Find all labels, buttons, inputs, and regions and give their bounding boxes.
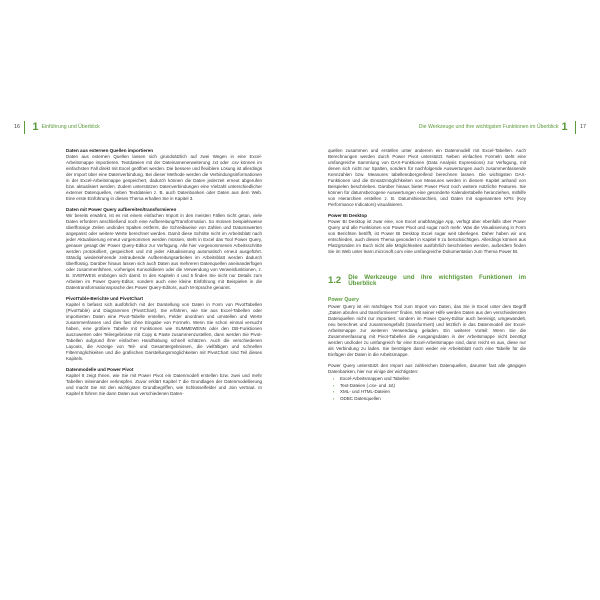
running-title: Die Werkzeuge und ihre wichtigsten Funktionen im Überblick bbox=[418, 124, 559, 130]
block-text: Daten aus externen Quellen lassen sich grundsätzlich auf zwei Wegen in eine Excel-Arbeitsmappe importieren. Textdateien mit der Dateinamenerweiterung .txt oder .csv können im einfachsten Fall direkt mit Excel geöffnet werden. Die bessere und flexiblere Lösung ist allerdings der Import über eine Datenverbindung. Bei dieser Methode werden die Verbindungsinformationen in der Excel-Arbeitsmappe gespeichert, dadurch können die Daten jederzeit erneut abgerufen bzw. aktualisiert werden. Zudem unterstützen Datenverbindungen eine Vielzahl unterschiedlicher externer Datenquellen, neben Textdateien z. B. auch Datenbanken oder Daten aus dem Web. Eine erste Einführung in dieses Thema erhalten Sie in Kapitel 3. bbox=[66, 154, 262, 201]
right-text-column bbox=[328, 148, 526, 402]
section-number: 1.2 bbox=[328, 275, 342, 286]
left-page-header bbox=[14, 120, 100, 134]
section-title: Die Werkzeuge und ihre wichtigsten Funktionen im Überblick bbox=[348, 274, 526, 287]
list-item: ▪ XML- und HTML-Dateien bbox=[340, 389, 526, 396]
block-text: Wir bereits erwähnt, ist es mit einem einfachen Import in den meisten Fällen nicht getan, viele Daten erfordern anschließend noch eine Aufbereitung/Transformation. So müssen beispielsweise überflüssige Zeilen und/oder Spalten entfernt, die Schreibweise von Zahlen und Datumswerten angepasst oder weitere Werte berechnet werden. Damit diese Schritte nicht im Arbeitsblatt nach jeder Aktualisierung erneut vorgenommen werden müssen, steht in Excel das Tool Power Query, genauer gesagt der Power Query-Editor zur Verfügung. Alle hier vorgenommenen Arbeitsschritte werden protokolliert, gespeichert und mit jeder Aktualisierung automatisch erneut ausgeführt. Ständig wiederkehrende zeitraubende Aufbereitungsarbeiten im Arbeitsblatt werden dadurch überflüssig. Darüber hinaus lassen sich auch Daten aus mehreren Datenquellen aneinanderfügen oder zusammenführen, vorheriges Konsolidieren oder die Verwendung von Verweisfunktionen, z. B. SVERWEIS erübrigen sich damit. In den Kapiteln 4 und 5 finden Sie nicht nur Details zum Arbeiten im Power Query-Editor, sondern auch eine kleine Einführung mit Beispielen in die Datentransformationssprache des Power Query-Editors, auch M-Sprache genannt. bbox=[66, 213, 262, 290]
power-query-heading: Power Query bbox=[328, 297, 359, 303]
block-text: Kapitel 6 befasst sich ausführlich mit der Darstellung von Daten in Form von PivotTabellen (PivotTable) und Diagrammen (PivotChart). Sie erfahren, wie Sie aus Excel-Tabellen oder importierten Daten eine Pivot-Tabelle erstellen, Felder anordnen und umstellen und Werte zusammenfassen und dies fast ohne Eingabe von Formeln. Wenn Sie schon einmal versucht haben, eine größere Tabelle mit Funktionen wie SUMMEWENN oder den DB-Funktionen auszuwerten oder Teilergebnisse mit Copy & Paste zusammenzustellen, dann werden Sie Pivot-Tabellen aufgrund ihrer einfachen Handhabung schnell schätzen. Auch die verschiedenen Layouts, die Anzeige von Teil- und Gesamtergebnissen, die vielfältigen und schnellen Filtermöglichkeiten und die grafischen Darstellungsmöglichkeiten mit PivotChart sind Teil dieses Kapitels. bbox=[66, 302, 262, 361]
section-heading bbox=[328, 275, 526, 287]
chapter-number: 1 bbox=[561, 121, 568, 133]
list-item: ▪ Text-Dateien (.csv- und .txt) bbox=[340, 383, 526, 390]
power-bi-heading: Power BI Desktop bbox=[328, 213, 368, 218]
intro-paragraph: quellen zusammen und erstellen unter anderem ein Datenmodell mit Excel-Tabellen. Auch Berechnungen werden durch Power Pivot unterstützt. Neben einfachen Formeln steht eine umfangreiche Sammlung von DAX-Funktionen (Data Analysis Expressions) zur Verfügung, mit denen sich nicht nur Spalten, sondern für nachfolgende Auswertungen auch zusammenfassende Kennzahlen bzw. Measures tabellenübergreifend berechnen lassen. Die wichtigsten DAX-Funktionen und die Einsatzmöglichkeiten von Measures werden in diesem Kapitel anhand von Beispielen beschrieben. Darüber hinaus bietet Power Pivot noch weitere nützliche Features. Sie können für datumsbezogene Auswertungen eine gesonderte Kalendertabelle heranziehen, mithilfe von Hierarchien erstellen z. B. Datumshierarchien, und Daten mit sogenannten KPIs (Key Performance Indicators) visualisieren. bbox=[328, 148, 526, 207]
list-item: ▪ ODBC Datenquellen bbox=[340, 396, 526, 403]
block-text: Kapitel 8 zeigt Ihnen, wie Sie mit Power Pivot ein Datenmodell erstellen bzw. zwei und mehr Tabellen miteinander verknüpfen. Zuvor erklärt Kapitel 7 die Grundlagen der Datenmodellierung und macht Sie mit den wichtigsten Grundbegriffen, wie Schlüsselfelder und Join vertraut. In Kapitel 8 führen Sie dann Daten aus verschiedenen Daten- bbox=[66, 373, 262, 396]
list-item: ▪ Excel-Arbeitsmappen und Tabellen bbox=[340, 376, 526, 383]
page-number: 17 bbox=[580, 124, 586, 130]
left-text-column bbox=[66, 148, 262, 402]
power-query-paragraph-2: Power Query unterstützt den Import aus zahlreichen Datenquellen, darunter fast alle gängigen Datenbanken, hier nur einige der wichtigsten: bbox=[328, 363, 526, 374]
block-heading: Datenmodelle und Power Pivot bbox=[66, 367, 134, 372]
running-title: Einführung und Überblick bbox=[41, 124, 100, 130]
header-divider bbox=[575, 121, 576, 134]
datasource-list bbox=[328, 376, 526, 402]
chapter-number: 1 bbox=[32, 121, 39, 133]
block-heading: Daten aus externen Quellen importieren bbox=[66, 148, 154, 153]
block-heading: PivotTable-Berichte und PivotChart bbox=[66, 296, 143, 301]
page-number: 16 bbox=[14, 124, 20, 130]
header-divider bbox=[24, 121, 25, 134]
power-query-paragraph: Power Query ist ein mächtiges Tool zum Import von Daten, das Sie in Excel unter dem Begriff „Daten abrufen und transformieren“ finden. Mit seiner Hilfe werden Daten aus den verschiedensten Datenquellen nicht nur importiert, sondern im Power Query-Editor auch bereinigt, umgewandelt, neu berechnet und zusammengefaßt (transformiert) und letztlich in das Datenmodell der Excel-Arbeitsmappe zur weiteren Verwendung geladen. Ein weiterer Vorteil: Wenn Sie die Zusammenfassung mit Pivot-Tabellen die Ausgangsdaten in der Arbeitsmappe nicht benötigt werden und/oder zu umfangreich für eine Excel-Arbeitsmappe sind, dann reicht es aus, diese nur als Verbindung zu laden. Sie benötigen dann weder ein Arbeitsblatt noch eine Tabelle für die Einfügen der Daten in die Arbeitsmappe. bbox=[328, 304, 526, 357]
right-page-header bbox=[419, 120, 586, 134]
right-page bbox=[300, 0, 600, 600]
block-heading: Daten mit Power Query aufbereiten/transformieren bbox=[66, 207, 177, 212]
power-bi-paragraph: Power BI Desktop ist zwar eine, von Excel unabhängige App, verfügt aber ebenfalls über Power Query und alle Funktionen von Power Pivot und sogar noch mehr. Was die Visualisierung in Form von Berichten betrifft, ist Power BI Desktop Excel sogar weit überlegen. Daher haben wir uns entschieden, auch dieses Thema gesondert in Kapitel 9 zu berücksichtigen. Allerdings können aus Platzgründen im Buch nicht alle Möglichkeiten ausführlich beschrieben werden, außerdem finden Sie im Web unter learn.microsoft.com eine umfangreiche Dokumentation zum Thema Power BI. bbox=[328, 219, 526, 254]
